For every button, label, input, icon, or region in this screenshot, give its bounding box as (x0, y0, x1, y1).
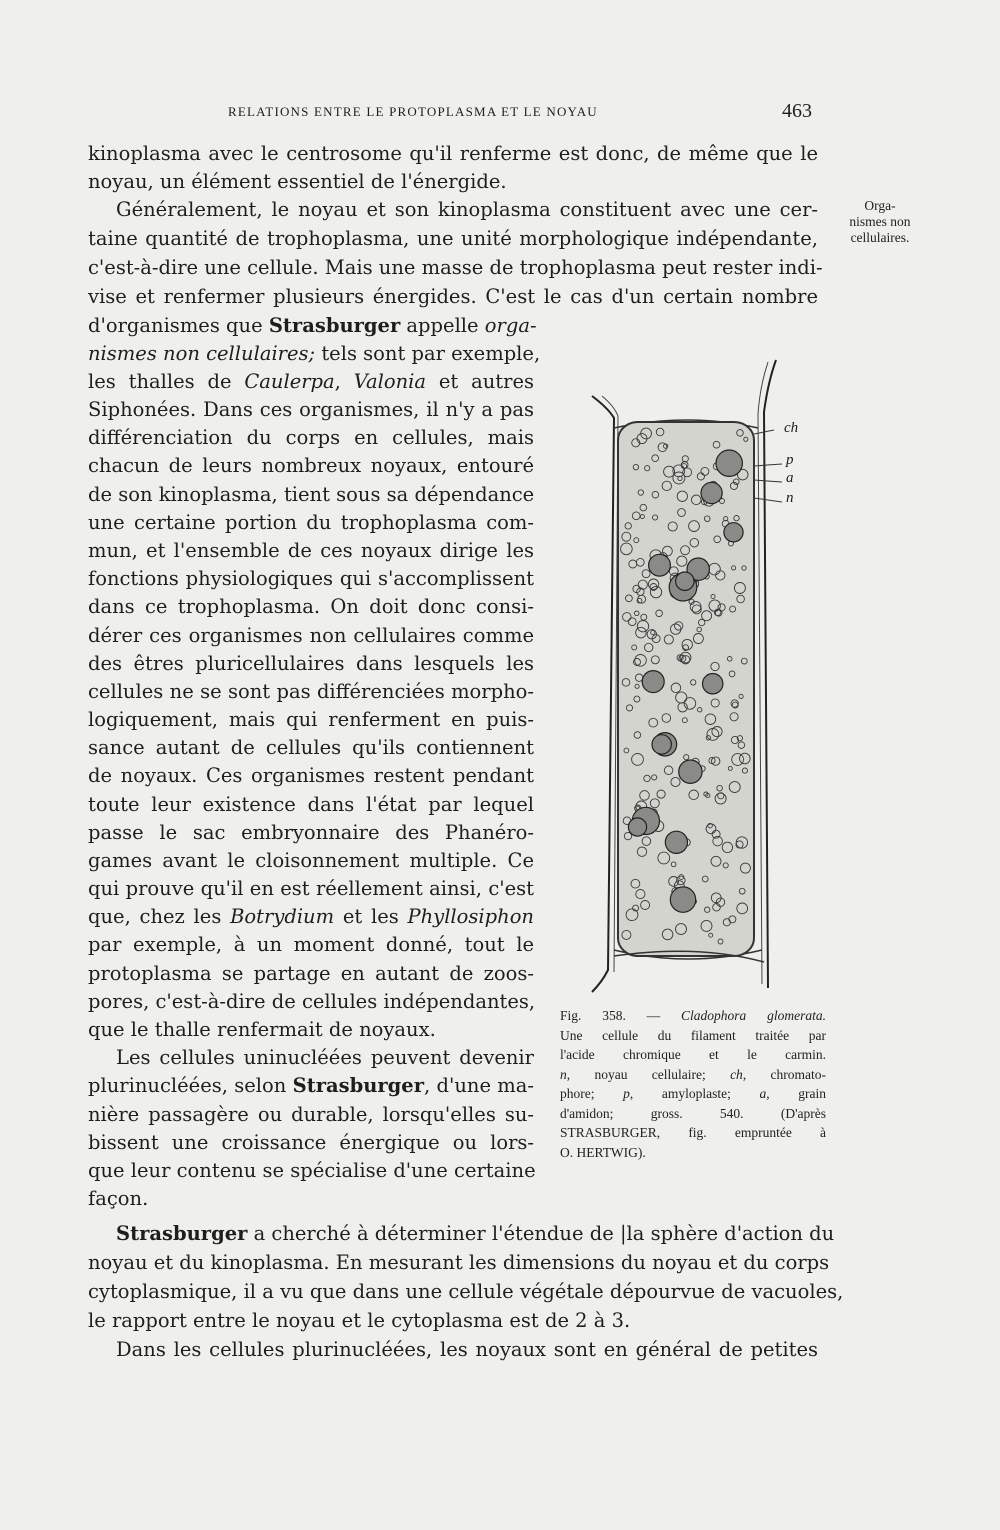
text-line: façon. (88, 1187, 149, 1210)
caption-line: O. HERTWIG). (560, 1144, 646, 1160)
text-line: les thalles de Caulerpa, Valonia et autres (88, 370, 534, 393)
nucleus (652, 735, 671, 754)
text-line: mun, et l'ensemble de ces noyaux dirige les (88, 539, 534, 562)
nucleus (724, 523, 743, 542)
text-line: noyau, un élément essentiel de l'énergide. (88, 170, 507, 193)
caption-line: d'amidon; gross. 540. (D'après (560, 1105, 826, 1121)
text-line: kinoplasma avec le centrosome qu'il renferme est donc, de même que le (88, 142, 818, 165)
text-line: qui prouve qu'il en est réellement ainsi, c'est (88, 877, 534, 900)
text-line: dans ce trophoplasma. On doit donc consi- (88, 595, 534, 618)
nucleus (701, 482, 722, 503)
text-line: pores, c'est-à-dire de cellules indépendantes, (88, 990, 536, 1013)
text-line: par exemple, à un moment donné, tout le (88, 933, 534, 956)
text-line: passe le sac embryonnaire des Phanéro- (88, 821, 534, 844)
cell-illustration (578, 352, 828, 998)
caption-line: Une cellule du filament traitée par (560, 1027, 826, 1043)
text-line: dérer ces organismes non cellulaires comme (88, 624, 534, 647)
nucleus (676, 572, 694, 590)
text-line: vise et renfermer plusieurs énergides. C'est le cas d'un certain nombre (88, 285, 818, 308)
text-line: plurinucléées, selon Strasburger, d'une ma- (88, 1074, 534, 1097)
text-line: Les cellules uninucléées peuvent devenir (116, 1046, 534, 1069)
text-line: que leur contenu se spécialise d'une certaine (88, 1159, 536, 1182)
text-line: games avant le cloisonnement multiple. Ce (88, 849, 534, 872)
margin-note-line: nismes non (849, 214, 911, 229)
text-line: protoplasma se partage en autant de zoos- (88, 962, 534, 985)
text-line: nismes non cellulaires; tels sont par exemple, (88, 342, 541, 365)
text-line: taine quantité de trophoplasma, une unité morphologique indépendante, (88, 227, 818, 250)
nucleus (703, 674, 723, 694)
label-a: a (786, 470, 794, 486)
text-line: chacun de leurs nombreux noyaux, entouré (88, 454, 534, 477)
nucleus (670, 887, 695, 912)
margin-note-line: Orga- (864, 198, 896, 213)
text-line: que, chez les Botrydium et les Phyllosiphon (88, 905, 534, 928)
text-line: bissent une croissance énergique ou lors- (88, 1131, 534, 1154)
text-line: de son kinoplasma, tient sous sa dépendance (88, 483, 535, 506)
text-line: toute leur existence dans l'état par lequel (88, 793, 534, 816)
text-line: Généralement, le noyau et son kinoplasma constituent avec une cer- (116, 198, 818, 221)
nucleus (716, 450, 742, 476)
cladophora-cell-drawing (578, 352, 828, 998)
text-line: noyau et du kinoplasma. En mesurant les dimensions du noyau et du corps (88, 1251, 830, 1274)
nucleus (628, 818, 646, 836)
text-line: Strasburger a cherché à déterminer l'étendue de |la sphère d'action du (116, 1222, 835, 1245)
caption-line: STRASBURGER, fig. empruntée à (560, 1125, 826, 1140)
caption-line: l'acide chromique et le carmin. (560, 1047, 826, 1062)
nucleus (665, 831, 687, 853)
text-line: cytoplasmique, il a vu que dans une cellule végétale dépourvue de vacuoles, (88, 1280, 844, 1303)
text-line: des êtres pluricellulaires dans lesquels les (88, 652, 534, 675)
text-line: différenciation du corps en cellules, mais (88, 426, 534, 449)
caption-line: Fig. 358. — Cladophora glomerata. (560, 1008, 826, 1023)
label-n: n (786, 490, 794, 506)
text-line: sance autant de cellules qu'ils contiennent (88, 736, 534, 759)
running-header: RELATIONS ENTRE LE PROTOPLASMA ET LE NOYAU (228, 104, 598, 119)
label-ch: ch (784, 420, 799, 436)
text-line: cellules ne se sont pas différenciées morpho- (88, 680, 534, 703)
text-line: de noyaux. Ces organismes restent pendant (88, 764, 534, 787)
text-line: que le thalle renfermait de noyaux. (88, 1018, 436, 1041)
text-line: le rapport entre le noyau et le cytoplasma est de 2 à 3. (88, 1309, 631, 1332)
text-line: c'est-à-dire une cellule. Mais une masse de trophoplasma peut rester indi- (88, 256, 823, 279)
text-line: d'organismes que Strasburger appelle orga- (88, 314, 537, 337)
text-line: nière passagère ou durable, lorsqu'elles su- (88, 1103, 534, 1126)
text-line: une certaine portion du trophoplasma com- (88, 511, 534, 534)
text-line: Dans les cellules plurinucléées, les noyaux sont en général de petites (116, 1338, 818, 1361)
nucleus (649, 554, 671, 576)
caption-line: phore; p, amyloplaste; a, grain (560, 1086, 826, 1101)
margin-note-line: cellulaires. (850, 230, 910, 245)
text-line: fonctions physiologiques qui s'accomplissent (88, 567, 534, 590)
caption-line: n, noyau cellulaire; ch, chromato- (560, 1066, 826, 1082)
nucleus (679, 760, 702, 783)
nucleus (642, 671, 664, 693)
label-p: p (786, 452, 794, 468)
text-line: logiquement, mais qui renferment en puis- (88, 708, 534, 731)
figure-caption (560, 1006, 826, 1162)
margin-note (832, 198, 928, 246)
page-number: 463 (782, 100, 812, 122)
text-line: Siphonées. Dans ces organismes, il n'y a pas (88, 398, 534, 421)
